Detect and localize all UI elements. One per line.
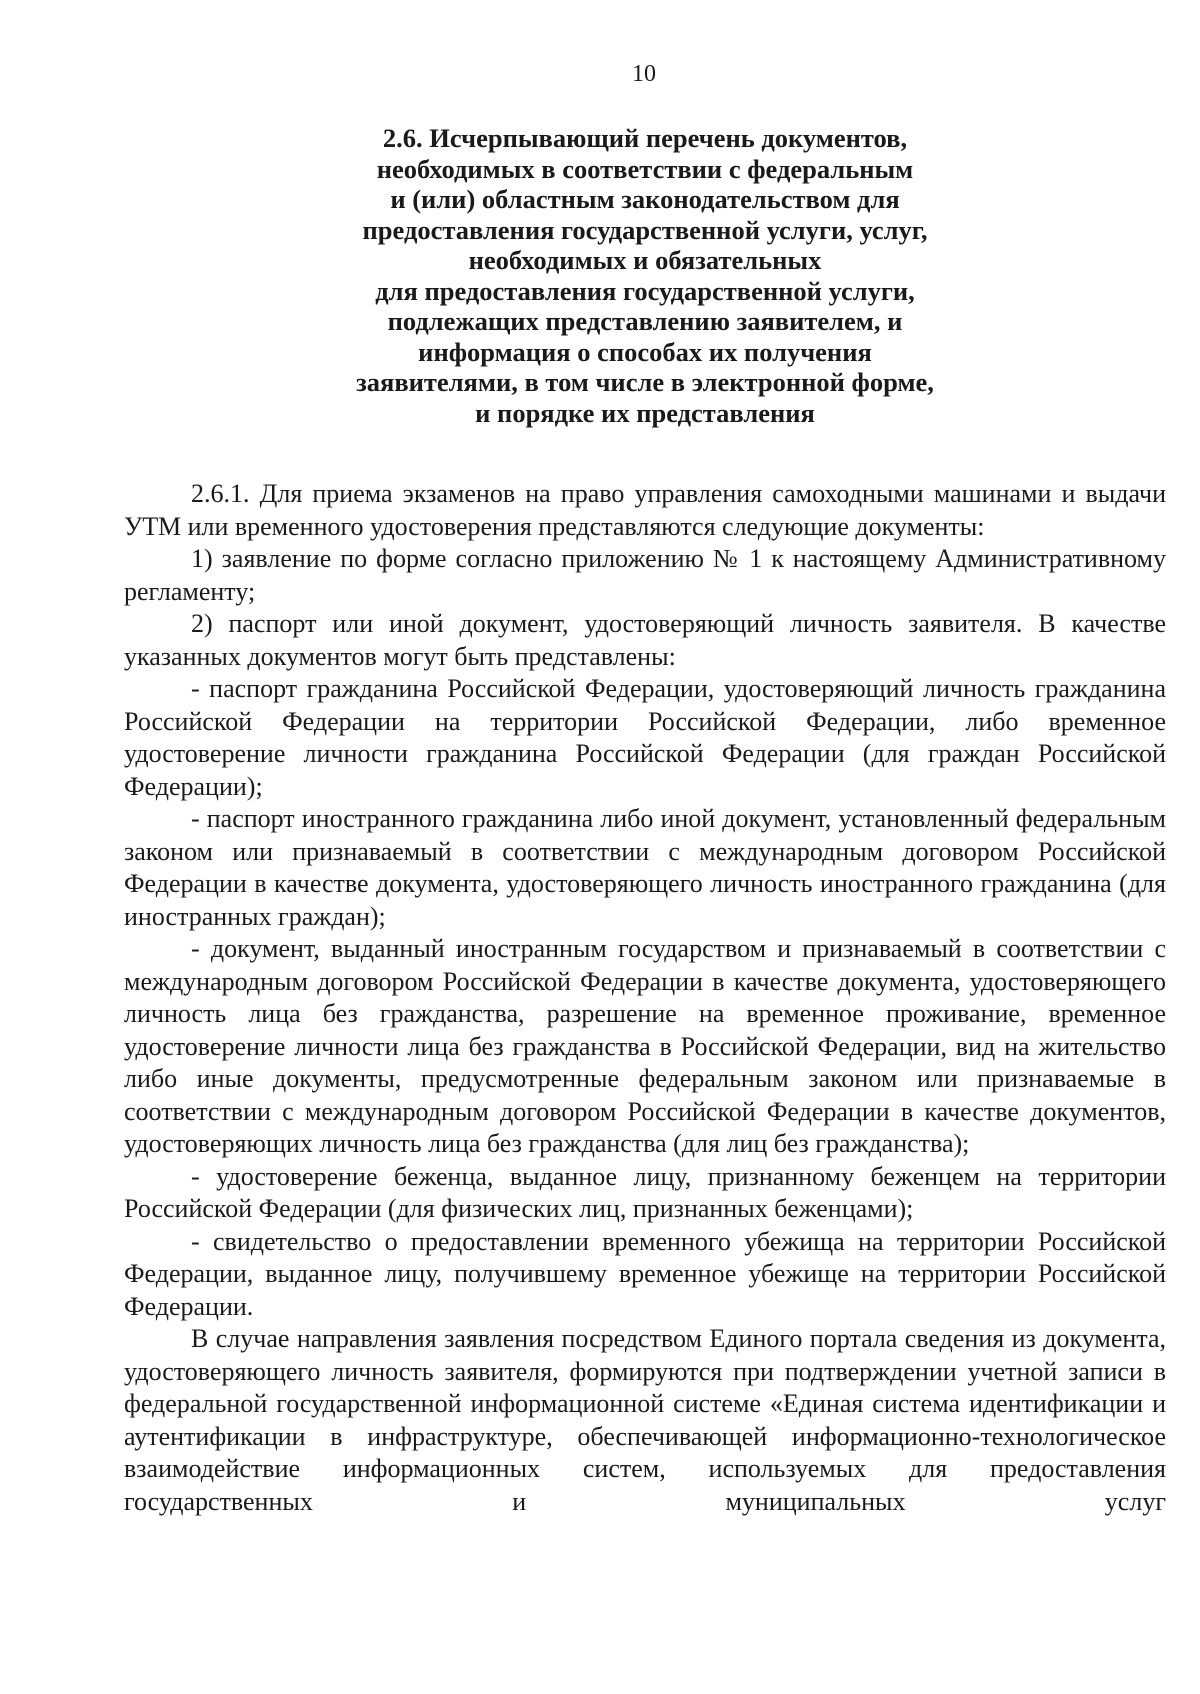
heading-line: подлежащих представлению заявителем, и — [387, 306, 903, 336]
dash-item-foreign-passport: - паспорт иностранного гражданина либо иной документ, установленный федеральным законом или признаваемый в соответствии с международным договором Российской Федерации в качестве документа, удостоверяющего личность иностранного гражданина (для иностранных граждан); — [124, 804, 1166, 931]
heading-line: и порядке их представления — [475, 397, 815, 428]
dash-item-stateless-document: - документ, выданный иностранным государством и признаваемый в соответствии с международным договором Российской Федерации в качестве документа, удостоверяющего личность лица без гражданства, разрешение на временное проживание, временное удостоверение личности лица без гражданства в Российской Федерации, вид на жительство либо иные документы, предусмотренные федеральным законом или признаваемые в соответствии с международным договором Российской Федерации в качестве документов, удостоверяющих личность лица без гражданства (для лиц без гражданства); — [124, 934, 1166, 1158]
page-number: 10 — [632, 61, 656, 87]
section-heading — [250, 123, 1040, 428]
heading-line: необходимых и обязательных — [468, 245, 822, 275]
document-body — [124, 478, 1166, 1518]
list-item-passport: 2) паспорт или иной документ, удостоверяющий личность заявителя. В качестве указанных документов могут быть представлены: — [124, 609, 1166, 671]
heading-line: для предоставления государственной услуги, — [375, 275, 915, 306]
heading-line: 2.6. Исчерпывающий перечень документов, — [382, 123, 908, 153]
heading-line: необходимых в соответствии с федеральным — [376, 153, 914, 184]
heading-line: и (или) областным законодательством для — [390, 184, 900, 214]
dash-item-temporary-asylum: - свидетельство о предоставлении временного убежища на территории Российской Федерации, выданное лицу, получившему временное убежище на территории Российской Федерации. — [124, 1226, 1166, 1321]
paragraph-2-6-1: 2.6.1. Для приема экзаменов на право управления самоходными машинами и выдачи УТМ или временного удостоверения представляются следующие документы: — [124, 479, 1166, 541]
heading-line: заявителями, в том числе в электронной форме, — [356, 367, 934, 397]
dash-item-refugee-certificate: - удостоверение беженца, выданное лицу, признанному беженцем на территории Российской Федерации (для физических лиц, признанных беженцами); — [124, 1161, 1166, 1223]
heading-line: информация о способах их получения — [418, 336, 872, 367]
list-item-application: 1) заявление по форме согласно приложению № 1 к настоящему Административному регламенту; — [124, 544, 1166, 606]
dash-item-russian-passport: - паспорт гражданина Российской Федерации, удостоверяющий личность гражданина Российской Федерации на территории Российской Федерации, либо временное удостоверение личности гражданина Российской Федерации (для граждан Российской Федерации); — [124, 674, 1166, 801]
heading-line: предоставления государственной услуги, услуг, — [362, 214, 928, 245]
paragraph-unified-portal: В случае направления заявления посредством Единого портала сведения из документа, удостоверяющего личность заявителя, формируются при подтверждении учетной записи в федеральной государственной информационной системе «Единая система идентификации и аутентификации в инфраструктуре, обеспечивающей информационно-технологическое взаимодействие информационных систем, используемых для предоставления государственных и муниципальных услуг — [124, 1324, 1166, 1516]
